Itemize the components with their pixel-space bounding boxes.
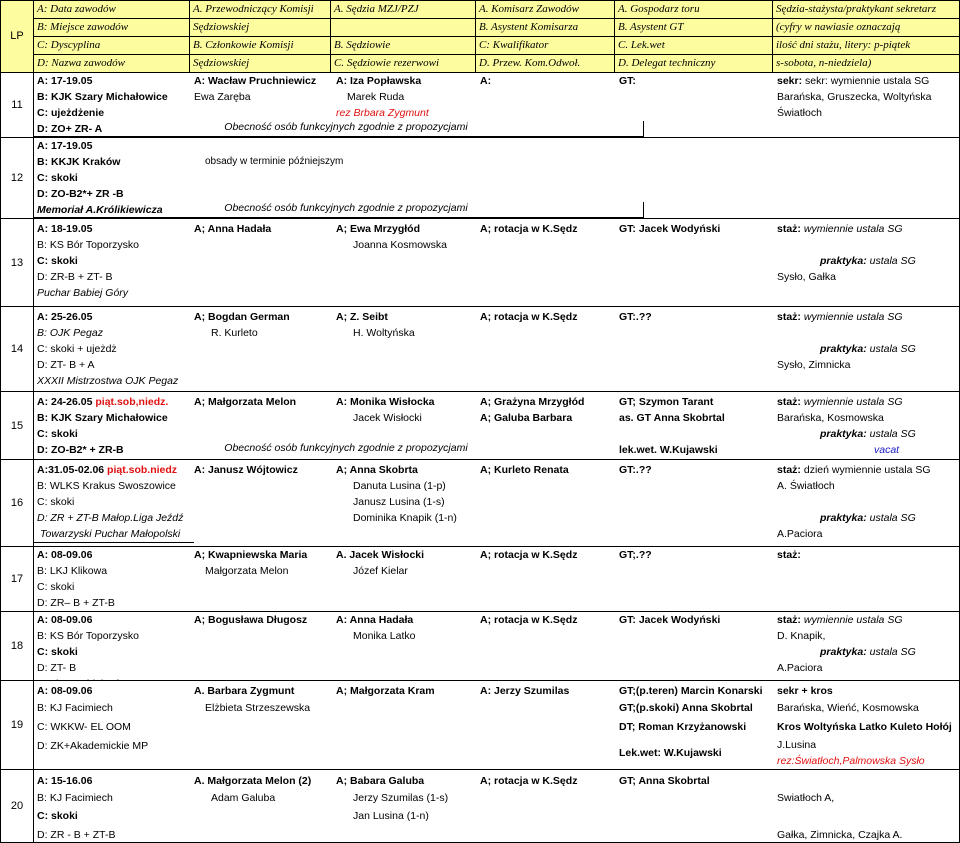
judge: Danuta Lusina (1-p) (353, 480, 446, 492)
event-body (34, 392, 960, 460)
row-number: 17 (1, 547, 34, 612)
internship-label: staż: (777, 223, 801, 235)
track-master: GT:.?? (619, 311, 652, 323)
event-venue: B: OJK Pegaz (37, 327, 103, 339)
judge: Jerzy Szumilas (1-s) (353, 792, 449, 804)
event-venue: B: KJ Facimiech (37, 702, 113, 714)
reserve-trainees: rez:Światłoch,Palmowska Sysło (777, 755, 925, 767)
header-row-3 (1, 37, 960, 55)
header-cell: B. Członkowie Komisji (190, 37, 331, 55)
internship-value: wymiennie ustala SG (803, 614, 903, 626)
event-title: Memoriał A.Królikiewicza (37, 204, 163, 216)
judge-main: A. Jacek Wisłocki (336, 549, 425, 561)
judge: Janusz Lusina (1-s) (353, 496, 445, 508)
row-number: 19 (1, 681, 34, 770)
track-master: GT: Jacek Wodyński (619, 223, 721, 235)
event-days: piąt.sob,niedz. (92, 396, 169, 408)
event-discipline: C: skoki (37, 810, 78, 822)
header-cell: A: Data zawodów (34, 1, 190, 19)
commission-chair: A; Bogusława Długosz (194, 614, 308, 626)
event-body (34, 460, 960, 547)
commission-member: Ewa Zaręba (194, 91, 251, 103)
commission-chair: A. Barbara Zygmunt (194, 685, 295, 697)
header-cell: B. Sędziowie (331, 37, 476, 55)
practice-value: ustala SG (869, 255, 916, 267)
header-cell: C. Sędziowie rezerwowi (331, 55, 476, 73)
header-cell: C. Lek.wet (615, 37, 773, 55)
event-venue: B: KJK Szary Michałowice (37, 91, 168, 103)
header-cell: s-sobota, n-niedziela) (773, 55, 960, 73)
track-master: GT:.?? (619, 464, 652, 476)
row-number: 15 (1, 392, 34, 460)
event-date: A: 18-19.05 (37, 223, 93, 235)
event-date: A: 17-19.05 (37, 140, 93, 152)
internship-label: staż: (777, 311, 801, 323)
lp-header: LP (1, 1, 34, 73)
underline (34, 542, 194, 543)
event-row-17 (1, 547, 960, 612)
judge-main: A; Z. Seibt (336, 311, 388, 323)
event-date: A: 08-09.06 (37, 685, 93, 697)
event-body (34, 73, 960, 138)
track-master: GT; Szymon Tarant (619, 396, 714, 408)
commission-member: Elżbieta Strzeszewska (205, 702, 311, 714)
track-master: GT: (619, 75, 636, 87)
divider (643, 121, 644, 137)
event-name: D: ZO-B2* + ZR-B (37, 444, 124, 456)
event-venue: B: KJ Facimiech (37, 792, 113, 804)
header-cell: A. Sędzia MZJ/PZJ (331, 1, 476, 19)
assistant-track-master: as. GT Anna Skobrtal (619, 412, 725, 424)
practice-value: ustala SG (869, 646, 916, 658)
internship-value: wymiennie ustala SG (803, 396, 903, 408)
event-body (34, 547, 960, 612)
practice-value: ustala SG (869, 428, 916, 440)
track-master: GT; Anna Skobrtal (619, 775, 710, 787)
trainees: Gałka, Zimnicka, Czajka A. (777, 829, 903, 841)
veterinarian: Lek.wet: W.Kujawski (619, 747, 722, 759)
judge-main: A; Ewa Mrzygłód (336, 223, 421, 235)
internship-value: wymiennie ustala SG (803, 311, 903, 323)
trainees: Barańska, Gruszecka, Woltyńska (777, 91, 932, 103)
commission-chair: A. Małgorzata Melon (2) (194, 775, 312, 787)
event-discipline: C: ujeżdżenie (37, 107, 105, 119)
event-row-14 (1, 307, 960, 392)
track-master: GT;(p.teren) Marcin Konarski (619, 685, 763, 697)
divider (643, 202, 644, 218)
commissioner: A; rotacja w K.Sędz (480, 311, 578, 323)
internship-label: staż: (777, 549, 801, 561)
commission-chair: A: Wacław Pruchniewicz (194, 75, 317, 87)
judge: Jan Lusina (1-n) (353, 810, 429, 822)
internship-label: staż: (777, 614, 801, 626)
commission-chair: A: Janusz Wójtowicz (194, 464, 298, 476)
commission-chair: A; Anna Hadała (194, 223, 272, 235)
event-venue: B: LKJ Klikowa (37, 565, 108, 577)
trainees: Światłoch (777, 107, 822, 119)
trainees: A.Paciora (777, 528, 823, 540)
commissioner: A: Jerzy Szumilas (480, 685, 570, 697)
commissioner: A; rotacja w K.Sędz (480, 223, 578, 235)
event-name: D: ZO+ ZR- A (37, 123, 103, 135)
spacer (774, 325, 960, 341)
event-row-13 (1, 219, 960, 307)
spacer (774, 494, 960, 510)
event-discipline: C: WKKW- EL OOM (37, 721, 131, 733)
practice-value: ustala SG (869, 512, 916, 524)
event-date: A: 08-09.06 (37, 614, 93, 626)
practice-label: praktyka: (820, 343, 867, 355)
practice-label: praktyka: (820, 646, 867, 658)
judge: Józef Kielar (353, 565, 408, 577)
header-cell: D. Delegat techniczny (615, 55, 773, 73)
event-body (34, 138, 960, 219)
commissioner: A; rotacja w K.Sędz (480, 614, 578, 626)
event-name: D: ZR - B + ZT-B (37, 829, 116, 841)
header-row-4 (1, 55, 960, 73)
header-cell: A. Gospodarz toru (615, 1, 773, 19)
event-row-19 (1, 681, 960, 770)
row-number: 14 (1, 307, 34, 392)
attendance-notice: Obecność osób funkcyjnych zgodnie z propozycjami (224, 121, 468, 133)
cross-trainees: Kros Woltyńska Latko Kuleto Hołój (777, 721, 952, 733)
reserve-judge: rez Brbara Zygmunt (336, 107, 429, 119)
event-venue: B: KS Bór Toporzysko (37, 239, 139, 251)
practice-label: praktyka: (820, 255, 867, 267)
spacer (774, 773, 960, 789)
commission-chair: A; Kwapniewska Maria (194, 549, 308, 561)
judge: Monika Latko (353, 630, 416, 642)
header-cell: A. Przewodniczący Komisji (190, 1, 331, 19)
event-venue: B: KS Bór Toporzysko (37, 630, 139, 642)
header-cell: B: Miejsce zawodów (34, 19, 190, 37)
event-body (34, 681, 960, 770)
row-number: 16 (1, 460, 34, 547)
internship-value: wymiennie ustala SG (803, 223, 903, 235)
header-row-1 (1, 1, 960, 19)
judge: Marek Ruda (347, 91, 405, 103)
event-date: A: 17-19.05 (37, 75, 93, 87)
spacer (616, 737, 774, 745)
event-date: A: 08-09.06 (37, 549, 93, 561)
commissioner: A; Kurleto Renata (480, 464, 569, 476)
internship-label: staż: (777, 396, 801, 408)
commissioner: A; rotacja w K.Sędz (480, 775, 578, 787)
trainees: J.Lusina (777, 739, 817, 751)
event-title: Towarzyski Puchar Małopolski (40, 528, 181, 540)
event-body (34, 612, 960, 681)
judge-main: A: Monika Wisłocka (336, 396, 435, 408)
vacat-label: vacat (874, 444, 900, 456)
practice-label: praktyka: (820, 512, 867, 524)
row-number: 13 (1, 219, 34, 307)
event-body (34, 219, 960, 307)
attendance-notice: Obecność osób funkcyjnych zgodnie z propozycjami (224, 442, 468, 454)
internship-label: staż: (777, 464, 801, 476)
commissioner: A: (480, 75, 492, 87)
trainees: Sysło, Gałka (777, 271, 836, 283)
veterinarian: lek.wet. W.Kujawski (619, 444, 718, 456)
event-discipline: C: skoki (37, 581, 75, 593)
event-date: A: 24-26.05 piąt.sob,niedz. (37, 396, 169, 408)
event-name: D: ZK+Akademickie MP (37, 740, 149, 752)
header-cell: D: Nazwa zawodów (34, 55, 190, 73)
commission-member: Małgorzata Melon (205, 565, 289, 577)
event-discipline: C: skoki (37, 646, 78, 658)
event-body (34, 307, 960, 392)
trainees: A. Światłoch (777, 480, 835, 492)
header-cell: (cyfry w nawiasie oznaczają (773, 19, 960, 37)
event-venue: B: KJK Szary Michałowice (37, 412, 168, 424)
judge: Dominika Knapik (1-n) (353, 512, 457, 524)
event-discipline: C: skoki (37, 172, 78, 184)
track-master: GT;(p.skoki) Anna Skobrtal (619, 702, 753, 714)
event-row-20 (1, 770, 960, 843)
judge-main: A; Małgorzata Kram (336, 685, 435, 697)
header-cell: D. Przew. Kom.Odwoł. (476, 55, 615, 73)
header-cell: Sędziowskiej (190, 55, 331, 73)
event-name: D: ZT- B + A (37, 359, 95, 371)
trainees: Swiatłoch A, (777, 792, 835, 804)
spacer (774, 237, 960, 253)
secretary: sekr: sekr: wymiennie ustala SG (777, 75, 930, 87)
event-discipline: C: skoki + ujeżdż (37, 343, 117, 355)
event-row-12 (1, 138, 960, 219)
commissioner: A; rotacja w K.Sędz (480, 549, 578, 561)
event-row-18 (1, 612, 960, 681)
row-number: 18 (1, 612, 34, 681)
practice-value: ustala SG (869, 343, 916, 355)
judge-main: A; Babara Galuba (336, 775, 425, 787)
judge: Joanna Kosmowska (353, 239, 447, 251)
track-master: GT;.?? (619, 549, 652, 561)
header-cell: ilość dni stażu, litery: p-piątek (773, 37, 960, 55)
trainees: A.Paciora (777, 662, 823, 674)
event-name: D: ZR– B + ZT-B (37, 597, 115, 609)
judge-main: A; Anna Skobrta (336, 464, 418, 476)
track-master: GT: Jacek Wodyński (619, 614, 721, 626)
event-date: A: 15-16.06 (37, 775, 93, 787)
event-title: XXXII Mistrzostwa OJK Pegaz (37, 375, 179, 387)
commission-member: R. Kurleto (211, 327, 258, 339)
event-date: A: 25-26.05 (37, 311, 93, 323)
event-name: D: ZT- B (37, 662, 77, 674)
event-days: piąt.sob.niedz (104, 464, 178, 476)
event-title: Puchar Babiej Góry (37, 287, 129, 299)
judge: Jacek Wisłocki (353, 412, 422, 424)
header-cell: B. Asystent Komisarza (476, 19, 615, 37)
header-cell: C: Dyscyplina (34, 37, 190, 55)
trainees: Barańska, Kosmowska (777, 412, 884, 424)
trainees: D. Knapik, (777, 630, 826, 642)
spacer (616, 426, 774, 442)
header-cell (331, 19, 476, 37)
header-cell: Sędzia-stażysta/praktykant sekretarz (773, 1, 960, 19)
event-row-16 (1, 460, 960, 547)
staff-later-note: obsady w terminie późniejszym (205, 156, 344, 167)
assistant-commissioner: A; Galuba Barbara (480, 412, 573, 424)
event-name: D: ZR + ZT-B Małop.Liga Jeźdź (37, 512, 184, 524)
header-cell: C: Kwalifikator (476, 37, 615, 55)
trainees: Barańska, Wieńć, Kosmowska (777, 702, 919, 714)
event-discipline: C: skoki (37, 255, 78, 267)
header-cell: Sędziowskiej (190, 19, 331, 37)
row-number: 11 (1, 73, 34, 138)
judge: H. Woltyńska (353, 327, 415, 339)
event-name: D: ZO-B2*+ ZR -B (37, 188, 124, 200)
header-cell: B. Asystent GT (615, 19, 773, 37)
trainees: Sysło, Zimnicka (777, 359, 851, 371)
judge-main: A: Iza Popławska (336, 75, 422, 87)
commission-member: Adam Galuba (211, 792, 276, 804)
event-row-11 (1, 73, 960, 138)
row-number: 12 (1, 138, 34, 219)
spacer (774, 808, 960, 824)
attendance-notice: Obecność osób funkcyjnych zgodnie z propozycjami (224, 202, 468, 214)
commissioner: A; Grażyna Mrzygłód (480, 396, 585, 408)
commission-chair: A; Małgorzata Melon (194, 396, 297, 408)
commission-chair: A; Bogdan German (194, 311, 290, 323)
internship-value: dzień wymiennie ustala SG (803, 464, 931, 476)
event-discipline: C: skoki (37, 496, 75, 508)
event-row-15 (1, 392, 960, 460)
row-number: 20 (1, 770, 34, 843)
header-row-2 (1, 19, 960, 37)
technical-delegate: DT; Roman Krzyżanowski (619, 721, 747, 733)
event-venue: B: KKJK Kraków (37, 156, 121, 168)
event-name: D: ZR-B + ZT- B (37, 271, 113, 283)
event-venue: B: WLKS Krakus Swoszowice (37, 480, 176, 492)
event-date: A:31.05-02.06 piąt.sob.niedz (37, 464, 178, 476)
judge-main: A: Anna Hadała (336, 614, 414, 626)
spacer (191, 138, 391, 154)
header-cell: A. Komisarz Zawodów (476, 1, 615, 19)
event-body (34, 770, 960, 843)
practice-label: praktyka: (820, 428, 867, 440)
event-discipline: C: skoki (37, 428, 78, 440)
secretary: sekr + kros (777, 685, 833, 697)
